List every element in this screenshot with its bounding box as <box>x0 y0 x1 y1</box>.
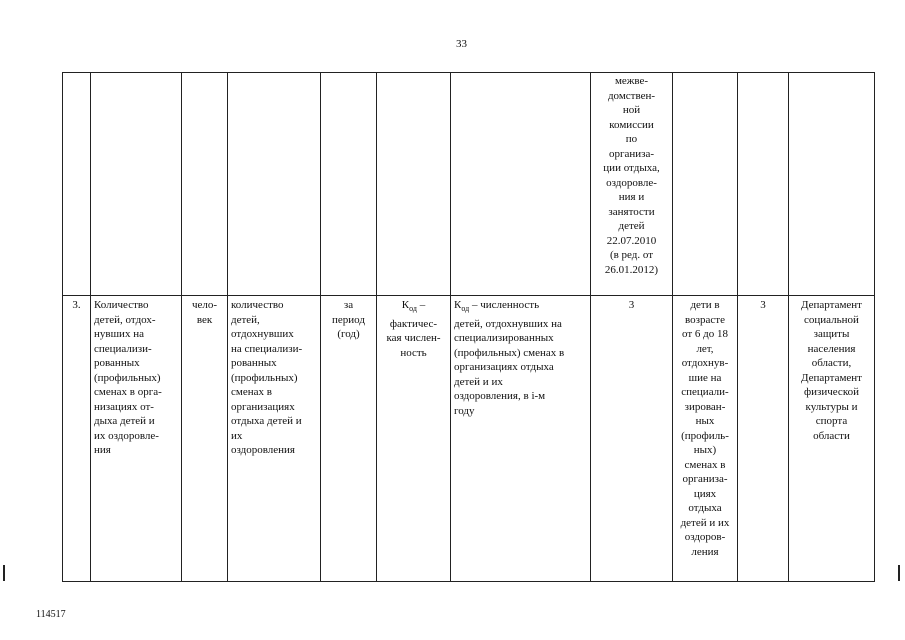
footer-code: 114517 <box>36 609 66 620</box>
cell-period: за период (год) <box>321 296 377 582</box>
table-row-continuation <box>63 73 875 296</box>
scan-edge-mark-left <box>3 565 5 581</box>
formula-symbol-subscript: од <box>461 304 470 314</box>
cell-calculation-method <box>377 296 451 582</box>
formula-description: – численность детей, отдохнувших на специализированных (профильных) сменах в организациях отдыха детей и их оздоровления, в i-м году <box>454 299 565 417</box>
cell-empty <box>91 73 182 296</box>
cell-empty <box>377 73 451 296</box>
cell-formula-description <box>451 296 591 582</box>
calc-symbol: К <box>401 299 410 311</box>
cell-empty <box>789 73 875 296</box>
cell-coverage: дети в возрасте от 6 до 18 лет, отдохнув- шие на специали- зирован- ных (профиль- ных) сменах в организа- циях отдыха детей и их оздоров- ления <box>673 296 738 582</box>
cell-frequency-code: 3 <box>738 296 789 582</box>
cell-row-number: 3. <box>63 296 91 582</box>
cell-responsible: Департамент социальной защиты населения области, Департамент физической культуры и спорта области <box>789 296 875 582</box>
cell-empty <box>673 73 738 296</box>
cell-empty <box>738 73 789 296</box>
formula-symbol: К <box>454 299 462 311</box>
cell-empty <box>451 73 591 296</box>
cell-source-code: 3 <box>591 296 673 582</box>
cell-empty <box>321 73 377 296</box>
cell-indicator-name: Количество детей, отдох- нувших на специализи- рованных (профильных) сменах в орга- низациях от- дыха детей и их оздоровле- ния <box>91 296 182 582</box>
scan-edge-mark-right <box>898 565 900 581</box>
page-number: 33 <box>456 38 467 50</box>
table-row <box>63 296 875 582</box>
calc-description: – фактичес- кая числен- ность <box>386 299 441 359</box>
calc-symbol-subscript: од <box>409 304 417 314</box>
indicators-table <box>62 72 875 582</box>
cell-definition: количество детей, отдохнувших на специализи- рованных (профильных) сменах в организациях отдыха детей и их оздоровления <box>228 296 321 582</box>
cell-empty <box>182 73 228 296</box>
cell-unit: чело- век <box>182 296 228 582</box>
cell-empty <box>228 73 321 296</box>
cell-document-reference: межве- домствен- ной комиссии по организа- ции отдыха, оздоровле- ния и занятости детей 22.07.2010 (в ред. от 26.01.2012) <box>591 73 673 296</box>
cell-empty <box>63 73 91 296</box>
